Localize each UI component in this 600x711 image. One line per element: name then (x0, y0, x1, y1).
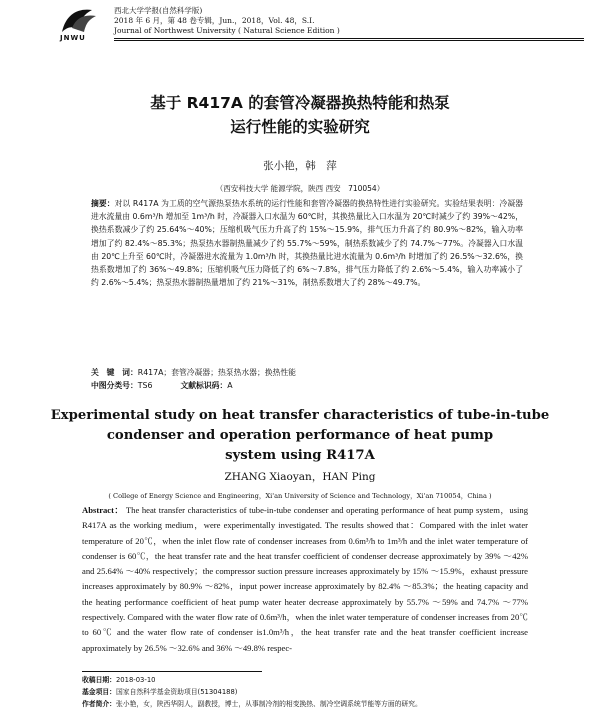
en-title-line2: condenser and operation performance of heat pump (106, 428, 494, 443)
en-abstract-label: Abstract： (82, 505, 124, 515)
footnote-received (82, 675, 552, 685)
journal-logo-text: JNWU (60, 34, 86, 42)
header-rule (114, 38, 584, 39)
journal-header (58, 4, 538, 42)
footnote-author (82, 699, 552, 709)
cn-keywords-text: R417A；套管冷凝器；热泵热水器；换热性能 (137, 368, 296, 377)
clc-value: TS6 (137, 381, 153, 390)
journal-issue-line: 2018 年 6 月，第 48 卷专辑，Jun.，2018，Vol. 48，S.I. (114, 16, 315, 25)
header-rule-thin (114, 40, 584, 41)
cn-abstract-label: 摘要： (91, 199, 115, 208)
clc-label: 中图分类号： (91, 381, 138, 390)
cn-title-line1: 基于 R417A 的套管冷凝器换热特能和热泵 (150, 94, 450, 112)
cn-authors: 张小艳，韩 萍 (263, 160, 337, 172)
en-authors: ZHANG Xiaoyan，HAN Ping (224, 471, 376, 483)
journal-header-lines (114, 6, 340, 36)
en-abstract (82, 503, 528, 656)
received-label: 收稿日期： (82, 676, 116, 684)
en-title-line1: Experimental study on heat transfer characteristics of tube-in-tube (50, 408, 550, 423)
received-date: 2018-03-10 (115, 676, 156, 684)
author-bio-text: 张小艳，女，陕西华阴人，副教授，博士，从事制冷剂的相变换热、制冷空调系统节能等方面的研究。 (115, 700, 422, 708)
cn-title-line2: 运行性能的实验研究 (230, 118, 370, 136)
en-title-line3: system using R417A (225, 448, 375, 463)
cn-abstract (91, 197, 523, 289)
journal-name-cn: 西北大学学报(自然科学版) (114, 6, 203, 15)
author-bio-label: 作者简介： (82, 700, 116, 708)
footnote-rule (82, 671, 262, 672)
doc-code-label: 文献标识码： (180, 381, 228, 390)
en-abstract-text: The heat transfer characteristics of tube-in-tube condenser and operating performance of heat pump system，using R417A as the working medium，were experimentally investigated. The results showed that：Compared with the inlet water temperature of 20℃，when the inlet flow rate of condenser increases from 0.6m³/h to 1m³/h and the inlet water temperature of condenser is 60℃，the heat transfer rate and the heat transfer coefficient of condenser decrease approximately by 39% ～42% and 25.64% ～40% respectively；the compressor suction pressure increases approximately by 15% ～15.9%，exhaust pressure increases approximately by 80.9% ～82%，input power increase approximately by 82.4% ～85.3%；the heating capacity and the heating performance coefficient of heat pump water heater decrease approximately by 55.7% ～59% and 74.7% ～77% respectively. Compared with the water flow rate of 0.6m³/h，when the inlet water temperature of condenser increases from 20℃ to 60℃ and the water flow rate of condenser is1.0m³/h，the heat transfer rate and the heat transfer coefficient increase approximately by 26.5% ～32.6% and 36% ～49.8% respec- (82, 505, 529, 653)
cn-affiliation: （西安科技大学 能源学院，陕西 西安 710054） (215, 184, 385, 193)
cn-classification (91, 380, 523, 391)
cn-keywords (91, 367, 523, 378)
en-affiliation: ( College of Energy Science and Engineering，Xi'an University of Science and Technology，Xi'an 710054，China ) (108, 492, 492, 500)
cn-keywords-label: 关 键 词： (91, 368, 138, 377)
fund-text: 国家自然科学基金资助项目(51304188) (115, 688, 238, 696)
doc-code-value: A (227, 381, 233, 390)
footnote-fund (82, 687, 552, 697)
cn-abstract-text: 对以 R417A 为工质的空气源热泵热水系统的运行性能和套管冷凝器的换热特性进行实验研究。实验结果表明：冷凝器进水流量由 0.6m³/h 增加至 1m³/h 时，冷凝器入口水温为 60℃时，其换热量比入口水温为 20℃时减少了约 39%～42%，换热系数减少了约 25.64%～40%；压缩机吸气压力升高了约 15%～15.9%，排气压力升高了约 80.9%～82%，输入功率增加了约 82.4%～85.3%；热泵热水器制热量减少了约 55.7%～59%，制热系数减少了约 74.7%～77%。冷凝器入口水温由 20℃上升至 60℃时，冷凝器进水流量为 1.0m³/h 时，其换热量比进水流量为 0.6m³/h 时增加了约 26.5%～32.6%，换热系数增加了约 36%～49.8%；压缩机吸气压力降低了约 6%～7.8%，排气压力降低了约 2.6%～5.4%，输入功率减小了约 2.6%～5.4%；热泵热水器制热量增加了约 21%～31%，制热系数增大了约 28%～49.7%。 (91, 199, 523, 288)
journal-name-en: Journal of Northwest University ( Natural Science Edition ) (114, 26, 340, 35)
fund-label: 基金项目： (82, 688, 116, 696)
